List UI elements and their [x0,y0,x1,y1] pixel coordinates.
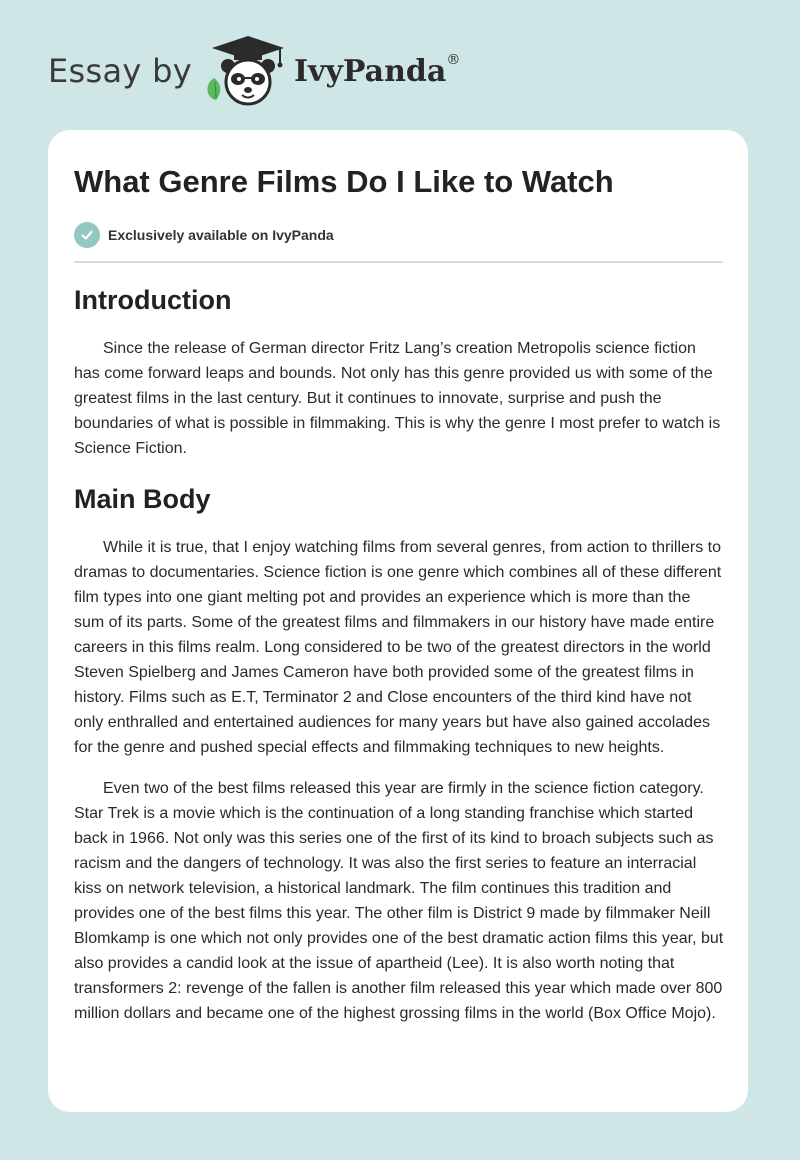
exclusive-badge [74,222,334,248]
paragraph: Even two of the best films released this year are firmly in the science fiction category. Star Trek is a movie which is the continuation of a long standing franchise which started back in 1966. Not only was this series one of the first of its kind to broach subjects such as racism and the dangers of technology. It was also the first series to feature an interracial kiss on network television, a historical landmark. The film continues this tradition and provides one of the best films this year. The other film is District 9 made by filmmaker Neill Blomkamp is one which not only provides one of the best dramatic action films this year, but also provides a candid look at the issue of apartheid (Lee). It is also worth noting that transformers 2: revenge of the fallen is another film released this year which made over 800 million dollars and became one of the highest grossing films in the world (Box Office Mojo). [74,780,724,1022]
section-main-body [74,481,724,1026]
brand-header [48,34,528,110]
panda-graduate-logo-icon [200,34,296,110]
paragraph: Since the release of German director Fritz Lang’s creation Metropolis science fiction has come forward leaps and bounds. Not only has this genre provided us with some of the greatest films in the last century. But it continues to innovate, surprise and push the boundaries of what is possible in filmmaking. This is why the genre I most prefer to watch is Science Fiction. [74,340,721,457]
exclusive-badge-text: Exclusively available on IvyPanda [108,227,334,243]
brand-name [294,54,460,89]
essay-content [74,282,724,1042]
paragraph: While it is true, that I enjoy watching films from several genres, from action to thrillers to dramas to documentaries. Science fiction is one genre which combines all of these different film types into one giant melting pot and provides an experience which is more than the sum of its parts. Some of the greatest films and filmmakers in our history have made entire careers in this films realm. Long considered to be two of the greatest directors in the world Steven Spielberg and James Cameron have both provided some of the greatest films in history. Films such as E.T, Terminator 2 and Close encounters of the third kind have not only enthralled and entertained audiences for many years but have also gained accolades for the genre and pushed special effects and filmmaking techniques to new heights. [74,539,722,756]
essay-title: What Genre Films Do I Like to Watch [74,164,614,199]
title-divider [74,261,723,263]
section-heading: Introduction [74,285,232,315]
check-circle-icon [74,222,100,248]
brand-prefix: Essay by [48,52,192,90]
essay-card [48,130,748,1112]
section-heading: Main Body [74,484,211,514]
section-introduction [74,282,724,461]
registered-mark: ® [446,52,461,68]
brand-name-text: IvyPanda [294,54,447,89]
